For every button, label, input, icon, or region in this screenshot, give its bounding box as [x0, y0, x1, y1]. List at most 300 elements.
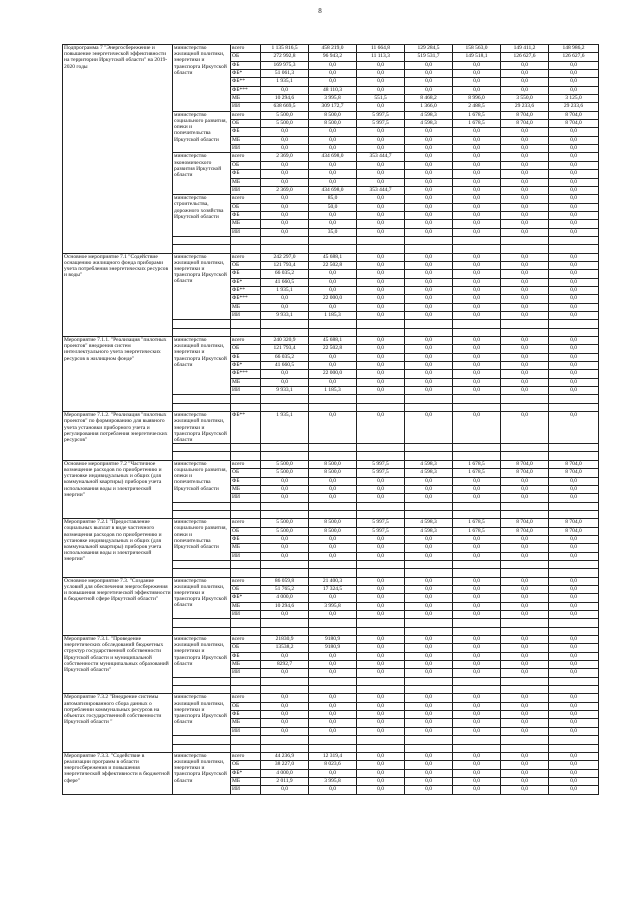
- executor-cell: министерство жилищной политики, энергетики и транспорта Иркутской области: [173, 45, 231, 112]
- amount-cell: 0,0: [501, 485, 549, 493]
- amount-cell: 0,0: [549, 719, 599, 727]
- empty-cell: [309, 627, 357, 635]
- source-cell: всего: [231, 111, 261, 119]
- amount-cell: 1 935,1: [261, 286, 309, 294]
- amount-cell: 0,0: [405, 494, 453, 502]
- amount-cell: 0,0: [357, 278, 405, 286]
- empty-cell: [405, 736, 453, 744]
- amount-cell: 0,0: [405, 253, 453, 261]
- amount-cell: 0,0: [357, 769, 405, 777]
- amount-cell: 0,0: [501, 719, 549, 727]
- amount-cell: 0,0: [357, 485, 405, 493]
- amount-cell: 8 500,0: [309, 469, 357, 477]
- amount-cell: 0,0: [405, 345, 453, 353]
- empty-cell: [501, 736, 549, 744]
- amount-cell: 0,0: [549, 412, 599, 444]
- amount-cell: 38 227,0: [261, 761, 309, 769]
- amount-cell: 0,0: [261, 485, 309, 493]
- empty-cell: [261, 245, 309, 253]
- amount-cell: 5 997,5: [357, 120, 405, 128]
- source-cell: всего: [231, 460, 261, 468]
- amount-cell: 5 500,0: [261, 527, 309, 535]
- program-name-cell: Основное мероприятие 7.2 "Частичное возмещение расходов по приобретению и установке индивидуальных и общих (для коммунальной квартиры) приборов учета использования воды и электрической энергии": [63, 460, 173, 518]
- empty-cell: [173, 403, 231, 411]
- empty-cell: [261, 320, 309, 328]
- amount-cell: 8292,7: [261, 661, 309, 669]
- empty-cell: [453, 627, 501, 635]
- amount-cell: 0,0: [501, 337, 549, 345]
- amount-cell: 0,0: [453, 485, 501, 493]
- amount-cell: 0,0: [549, 585, 599, 593]
- amount-cell: 4 598,3: [405, 469, 453, 477]
- empty-cell: [357, 677, 405, 685]
- amount-cell: 0,0: [453, 585, 501, 593]
- source-cell: ФБ*: [231, 769, 261, 777]
- source-cell: ФБ: [231, 61, 261, 69]
- amount-cell: 0,0: [501, 345, 549, 353]
- amount-cell: 0,0: [501, 552, 549, 560]
- empty-cell: [549, 245, 599, 253]
- empty-cell: [309, 677, 357, 685]
- empty-cell: [501, 502, 549, 510]
- empty-cell: [501, 560, 549, 568]
- source-cell: ФБ**: [231, 78, 261, 86]
- amount-cell: 0,0: [501, 702, 549, 710]
- empty-cell: [231, 677, 261, 685]
- amount-cell: 0,0: [261, 228, 309, 236]
- amount-cell: 0,0: [357, 694, 405, 702]
- executor-cell: министерство жилищной политики, энергетики и транспорта Иркутской области: [173, 636, 231, 678]
- amount-cell: 0,0: [261, 652, 309, 660]
- amount-cell: 638 669,5: [261, 103, 309, 111]
- empty-cell: [173, 444, 231, 452]
- amount-cell: 51 061,3: [261, 70, 309, 78]
- source-cell: ФБ*: [231, 278, 261, 286]
- amount-cell: 5 500,0: [261, 120, 309, 128]
- amount-cell: 0,0: [549, 170, 599, 178]
- table-row: [63, 636, 599, 644]
- amount-cell: 0,0: [405, 786, 453, 794]
- amount-cell: 0,0: [309, 727, 357, 735]
- amount-cell: 3 550,0: [501, 95, 549, 103]
- amount-cell: 0,0: [453, 286, 501, 294]
- amount-cell: 0,0: [261, 86, 309, 94]
- source-cell: ОБ: [231, 120, 261, 128]
- program-name-cell: Основное мероприятие 7.3. "Создание условий для обеспечения энергосбережения и повышения энергетической эффективности в бюджетной сфере Иркутской области": [63, 577, 173, 635]
- empty-cell: [173, 245, 231, 253]
- amount-cell: 0,0: [309, 711, 357, 719]
- amount-cell: 0,0: [309, 303, 357, 311]
- amount-cell: 0,0: [357, 577, 405, 585]
- table-row: [63, 460, 599, 468]
- amount-cell: 0,0: [549, 602, 599, 610]
- empty-cell: [501, 569, 549, 577]
- source-cell: МБ: [231, 220, 261, 228]
- amount-cell: 0,0: [309, 412, 357, 444]
- amount-cell: 0,0: [549, 727, 599, 735]
- executor-cell: министерство экономического развития Иркутской области: [173, 153, 231, 195]
- empty-cell: [231, 686, 261, 694]
- amount-cell: 0,0: [405, 295, 453, 303]
- amount-cell: 0,0: [549, 387, 599, 395]
- amount-cell: 121 793,4: [261, 261, 309, 269]
- amount-cell: 0,0: [453, 661, 501, 669]
- amount-cell: 0,0: [549, 761, 599, 769]
- empty-cell: [357, 395, 405, 403]
- amount-cell: 0,0: [357, 494, 405, 502]
- amount-cell: 5 500,0: [261, 460, 309, 468]
- amount-cell: 0,0: [309, 485, 357, 493]
- amount-cell: 0,0: [357, 702, 405, 710]
- empty-cell: [309, 736, 357, 744]
- amount-cell: 0,0: [453, 378, 501, 386]
- amount-cell: 4 598,3: [405, 527, 453, 535]
- empty-cell: [405, 236, 453, 244]
- amount-cell: 0,0: [453, 412, 501, 444]
- amount-cell: 0,0: [501, 186, 549, 194]
- amount-cell: 0,0: [405, 228, 453, 236]
- amount-cell: 0,0: [549, 136, 599, 144]
- amount-cell: 0,0: [549, 702, 599, 710]
- empty-cell: [231, 444, 261, 452]
- empty-cell: [173, 686, 231, 694]
- empty-cell: [549, 744, 599, 752]
- amount-cell: 0,0: [405, 286, 453, 294]
- empty-cell: [453, 736, 501, 744]
- amount-cell: 0,0: [309, 211, 357, 219]
- source-cell: МБ: [231, 777, 261, 785]
- amount-cell: 0,0: [501, 228, 549, 236]
- amount-cell: 458 219,0: [309, 45, 357, 53]
- amount-cell: 0,0: [549, 611, 599, 619]
- amount-cell: 0,0: [357, 261, 405, 269]
- source-cell: всего: [231, 153, 261, 161]
- empty-cell: [309, 328, 357, 336]
- amount-cell: 0,0: [501, 786, 549, 794]
- amount-cell: 0,0: [405, 594, 453, 602]
- source-cell: ФБ***: [231, 370, 261, 378]
- amount-cell: 3 995,8: [309, 777, 357, 785]
- empty-cell: [549, 444, 599, 452]
- amount-cell: 1 678,5: [453, 120, 501, 128]
- empty-cell: [173, 627, 231, 635]
- amount-cell: 0,0: [309, 786, 357, 794]
- amount-cell: 0,0: [357, 220, 405, 228]
- empty-cell: [173, 744, 231, 752]
- amount-cell: 0,0: [453, 544, 501, 552]
- amount-cell: 0,0: [357, 286, 405, 294]
- amount-cell: 0,0: [405, 86, 453, 94]
- amount-cell: 0,0: [549, 644, 599, 652]
- amount-cell: 0,0: [405, 211, 453, 219]
- empty-cell: [173, 328, 231, 336]
- amount-cell: 0,0: [405, 602, 453, 610]
- empty-cell: [405, 569, 453, 577]
- source-cell: МБ: [231, 602, 261, 610]
- amount-cell: 0,0: [501, 261, 549, 269]
- source-cell: МБ: [231, 719, 261, 727]
- amount-cell: 1 366,0: [405, 103, 453, 111]
- amount-cell: 8 500,0: [309, 527, 357, 535]
- amount-cell: 0,0: [357, 602, 405, 610]
- amount-cell: 0,0: [549, 752, 599, 760]
- amount-cell: 1 678,5: [453, 469, 501, 477]
- amount-cell: 0,0: [549, 594, 599, 602]
- amount-cell: 0,0: [357, 477, 405, 485]
- amount-cell: 0,0: [501, 170, 549, 178]
- amount-cell: 22 502,8: [309, 261, 357, 269]
- amount-cell: 0,0: [405, 362, 453, 370]
- empty-cell: [405, 328, 453, 336]
- amount-cell: 0,0: [261, 195, 309, 203]
- amount-cell: 0,0: [549, 652, 599, 660]
- source-cell: ОБ: [231, 261, 261, 269]
- amount-cell: 0,0: [261, 702, 309, 710]
- amount-cell: 0,0: [405, 727, 453, 735]
- amount-cell: 0,0: [549, 636, 599, 644]
- empty-cell: [405, 320, 453, 328]
- amount-cell: 0,0: [453, 345, 501, 353]
- amount-cell: 10 294,6: [261, 95, 309, 103]
- amount-cell: 0,0: [405, 186, 453, 194]
- empty-cell: [357, 627, 405, 635]
- amount-cell: 0,0: [549, 485, 599, 493]
- amount-cell: 0,0: [501, 203, 549, 211]
- program-name-cell: Подпрограмма 7 "Энергосбережение и повышение энергетической эффективности на территории Иркутской области" на 2019-2020 годы: [63, 45, 173, 254]
- amount-cell: 50,0: [309, 203, 357, 211]
- amount-cell: 0,0: [405, 485, 453, 493]
- amount-cell: 158 563,0: [453, 45, 501, 53]
- empty-cell: [501, 686, 549, 694]
- amount-cell: 0,0: [453, 195, 501, 203]
- amount-cell: 0,0: [453, 337, 501, 345]
- amount-cell: 0,0: [453, 145, 501, 153]
- empty-cell: [173, 502, 231, 510]
- amount-cell: 148 986,2: [549, 45, 599, 53]
- amount-cell: 8 704,0: [501, 469, 549, 477]
- amount-cell: 0,0: [453, 362, 501, 370]
- empty-cell: [231, 328, 261, 336]
- source-cell: ФБ*: [231, 70, 261, 78]
- amount-cell: 0,0: [357, 552, 405, 560]
- program-name-cell: Мероприятие 7.1.1. "Реализация "пилотных проектов" внедрения систем интеллектуального учета энергетических ресурсов в жилищном фонде": [63, 337, 173, 412]
- amount-cell: 240 320,9: [261, 337, 309, 345]
- empty-cell: [453, 686, 501, 694]
- amount-cell: 0,0: [549, 345, 599, 353]
- amount-cell: 8 704,0: [501, 519, 549, 527]
- amount-cell: 0,0: [453, 694, 501, 702]
- amount-cell: 0,0: [501, 353, 549, 361]
- empty-cell: [261, 736, 309, 744]
- source-cell: ФБ***: [231, 86, 261, 94]
- amount-cell: 11 664,8: [357, 45, 405, 53]
- amount-cell: 0,0: [261, 552, 309, 560]
- source-cell: ИИ: [231, 786, 261, 794]
- source-cell: ИИ: [231, 186, 261, 194]
- executor-cell: министерство строительства, дорожного хозяйства Иркутской области: [173, 195, 231, 237]
- amount-cell: 0,0: [405, 303, 453, 311]
- empty-cell: [261, 569, 309, 577]
- amount-cell: 0,0: [549, 286, 599, 294]
- amount-cell: 0,0: [357, 312, 405, 320]
- amount-cell: 0,0: [501, 477, 549, 485]
- amount-cell: 0,0: [549, 711, 599, 719]
- amount-cell: 0,0: [357, 170, 405, 178]
- amount-cell: 0,0: [261, 136, 309, 144]
- empty-cell: [405, 686, 453, 694]
- source-cell: всего: [231, 337, 261, 345]
- table-row: [63, 45, 599, 53]
- amount-cell: 0,0: [261, 535, 309, 543]
- amount-cell: 0,0: [549, 494, 599, 502]
- amount-cell: 353 444,7: [357, 186, 405, 194]
- amount-cell: 0,0: [549, 669, 599, 677]
- empty-cell: [453, 619, 501, 627]
- amount-cell: 0,0: [357, 195, 405, 203]
- amount-cell: 5 997,5: [357, 111, 405, 119]
- amount-cell: 9 933,1: [261, 387, 309, 395]
- source-cell: МБ: [231, 178, 261, 186]
- amount-cell: 0,0: [501, 362, 549, 370]
- amount-cell: 0,0: [453, 211, 501, 219]
- amount-cell: 0,0: [309, 378, 357, 386]
- empty-cell: [173, 236, 231, 244]
- amount-cell: 0,0: [549, 535, 599, 543]
- source-cell: всего: [231, 694, 261, 702]
- empty-cell: [549, 569, 599, 577]
- table-row: [63, 577, 599, 585]
- empty-cell: [549, 395, 599, 403]
- amount-cell: 149 411,2: [501, 45, 549, 53]
- amount-cell: 0,0: [453, 220, 501, 228]
- program-name-cell: Мероприятие 7.3.3. "Содействие в реализации программ в области энергосбережения и повышения энергетической эффективности в бюджетной сфере": [63, 752, 173, 794]
- amount-cell: 4 598,3: [405, 120, 453, 128]
- amount-cell: 0,0: [501, 577, 549, 585]
- amount-cell: 0,0: [453, 228, 501, 236]
- amount-cell: 0,0: [549, 128, 599, 136]
- empty-cell: [231, 245, 261, 253]
- amount-cell: 0,0: [549, 295, 599, 303]
- amount-cell: 8 704,0: [549, 519, 599, 527]
- empty-cell: [453, 328, 501, 336]
- amount-cell: 0,0: [357, 594, 405, 602]
- empty-cell: [261, 627, 309, 635]
- amount-cell: 0,0: [309, 136, 357, 144]
- amount-cell: 0,0: [357, 777, 405, 785]
- amount-cell: 0,0: [357, 161, 405, 169]
- empty-cell: [261, 328, 309, 336]
- page-number: 8: [318, 7, 322, 15]
- amount-cell: 0,0: [309, 535, 357, 543]
- empty-cell: [549, 627, 599, 635]
- amount-cell: 0,0: [309, 278, 357, 286]
- table-row: [63, 752, 599, 760]
- amount-cell: 5 500,0: [261, 519, 309, 527]
- empty-cell: [405, 452, 453, 460]
- amount-cell: 0,0: [549, 178, 599, 186]
- amount-cell: 0,0: [405, 585, 453, 593]
- amount-cell: 0,0: [501, 61, 549, 69]
- source-cell: ФБ: [231, 353, 261, 361]
- amount-cell: 8 704,0: [549, 460, 599, 468]
- empty-cell: [549, 736, 599, 744]
- amount-cell: 519 531,7: [405, 53, 453, 61]
- amount-cell: 5 500,0: [261, 111, 309, 119]
- amount-cell: 8 704,0: [549, 111, 599, 119]
- source-cell: ОБ: [231, 469, 261, 477]
- empty-cell: [309, 395, 357, 403]
- amount-cell: 0,0: [405, 636, 453, 644]
- amount-cell: 8 704,0: [501, 460, 549, 468]
- empty-cell: [453, 677, 501, 685]
- amount-cell: 0,0: [405, 70, 453, 78]
- source-cell: ОБ: [231, 161, 261, 169]
- amount-cell: 0,0: [453, 752, 501, 760]
- empty-cell: [405, 627, 453, 635]
- amount-cell: 0,0: [261, 128, 309, 136]
- amount-cell: 0,0: [501, 312, 549, 320]
- amount-cell: 0,0: [501, 295, 549, 303]
- amount-cell: 0,0: [501, 661, 549, 669]
- amount-cell: 0,0: [501, 652, 549, 660]
- amount-cell: 0,0: [357, 412, 405, 444]
- empty-cell: [173, 736, 231, 744]
- empty-cell: [231, 627, 261, 635]
- source-cell: МБ: [231, 661, 261, 669]
- amount-cell: 0,0: [261, 694, 309, 702]
- amount-cell: 0,0: [309, 128, 357, 136]
- table-row: [63, 519, 599, 527]
- amount-cell: 0,0: [405, 769, 453, 777]
- amount-cell: 1 935,1: [261, 78, 309, 86]
- source-cell: МБ: [231, 485, 261, 493]
- amount-cell: 0,0: [501, 370, 549, 378]
- empty-cell: [357, 744, 405, 752]
- amount-cell: 0,0: [405, 412, 453, 444]
- amount-cell: 0,0: [549, 353, 599, 361]
- amount-cell: 2 488,5: [453, 103, 501, 111]
- empty-cell: [549, 320, 599, 328]
- amount-cell: 0,0: [357, 661, 405, 669]
- amount-cell: 0,0: [453, 312, 501, 320]
- empty-cell: [231, 736, 261, 744]
- source-cell: МБ: [231, 378, 261, 386]
- table-row: [63, 694, 599, 702]
- amount-cell: 551,5: [357, 95, 405, 103]
- amount-cell: 0,0: [357, 611, 405, 619]
- empty-cell: [453, 502, 501, 510]
- amount-cell: 0,0: [405, 644, 453, 652]
- amount-cell: 0,0: [405, 378, 453, 386]
- amount-cell: 0,0: [453, 702, 501, 710]
- amount-cell: 0,0: [549, 270, 599, 278]
- amount-cell: 0,0: [309, 270, 357, 278]
- executor-cell: министерство социального развития, опеки и попечительства Иркутской области: [173, 460, 231, 502]
- amount-cell: 0,0: [501, 161, 549, 169]
- amount-cell: 0,0: [405, 761, 453, 769]
- amount-cell: 0,0: [357, 270, 405, 278]
- amount-cell: 0,0: [261, 295, 309, 303]
- amount-cell: 0,0: [453, 61, 501, 69]
- amount-cell: 1 678,5: [453, 527, 501, 535]
- amount-cell: 3 995,8: [309, 95, 357, 103]
- empty-cell: [309, 619, 357, 627]
- source-cell: ИИ: [231, 312, 261, 320]
- amount-cell: 0,0: [549, 186, 599, 194]
- amount-cell: 4 000,0: [261, 769, 309, 777]
- amount-cell: 48 110,3: [309, 86, 357, 94]
- source-cell: ФБ**: [231, 286, 261, 294]
